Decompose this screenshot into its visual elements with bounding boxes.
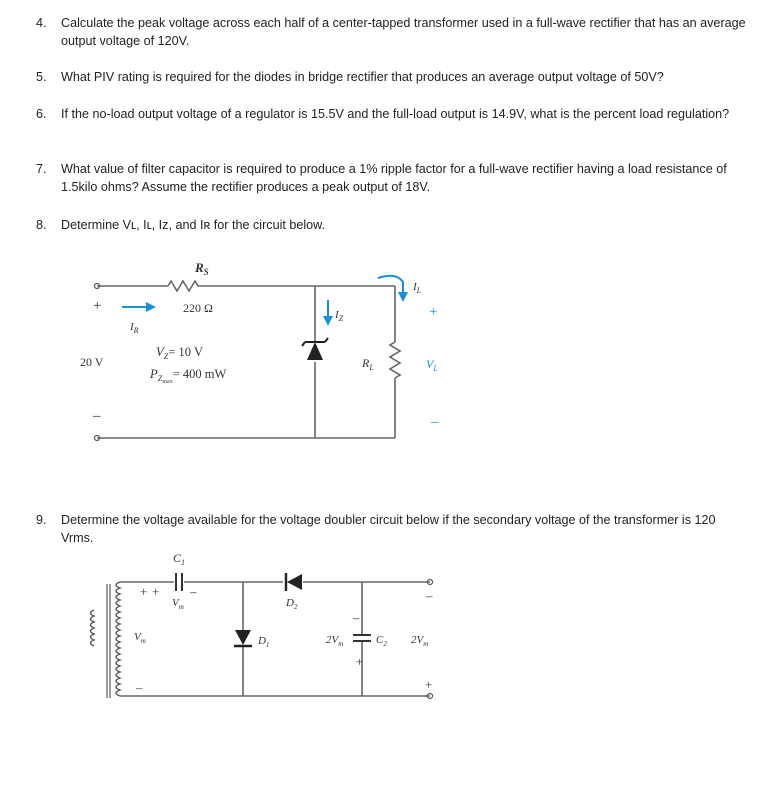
question-text: Calculate the peak voltage across each half of a center-tapped transformer used in a full-wave rectifier that has an average output voltage of 120V. — [61, 16, 746, 48]
c1-plus-1: + — [140, 584, 148, 599]
zener-diode-icon — [302, 338, 328, 360]
out-plus: + — [425, 677, 433, 692]
iz-sub: Z — [338, 314, 344, 323]
svg-text:2Vm — [411, 634, 428, 648]
svg-text:VZ= 10 V — [156, 345, 203, 361]
question-text: What value of filter capacitor is required to produce a 1% ripple factor for a full-wave rectifier having a load resistance of 1.5kilo ohms? Assume the rectifier produces a peak output of 18V. — [61, 162, 727, 194]
ir-sub: R — [133, 326, 139, 335]
svg-text:IZ — [334, 309, 344, 323]
c2-voltage-label: 2V — [326, 634, 339, 646]
rs-sub: S — [203, 267, 209, 277]
source-plus: + — [93, 298, 102, 314]
svg-text:C1 — [173, 551, 185, 567]
iz-label: I — [335, 309, 339, 321]
sec-vm-sub: m — [140, 637, 146, 645]
question-number: 9. — [36, 513, 47, 527]
svg-text:2Vm — [326, 634, 343, 648]
out-voltage-label: 2V — [411, 634, 424, 646]
svg-text:Vm — [172, 597, 184, 611]
il-arrow-icon — [378, 276, 403, 294]
c1-label: C — [173, 551, 182, 565]
il-label: I — [413, 281, 417, 293]
question-8 — [36, 216, 748, 234]
question-number: 4. — [36, 16, 47, 30]
transformer-secondary-coil-icon — [116, 582, 120, 696]
vz-sub: Z — [163, 351, 169, 361]
question-text: If the no-load output voltage of a regulator is 15.5V and the full-load output is 14.9V, what is the percent load regulation? — [61, 107, 730, 121]
question-4 — [36, 14, 748, 50]
capacitor-c2-icon — [353, 635, 371, 641]
svg-text:D2 — [285, 597, 298, 611]
d2-label: D — [286, 597, 294, 609]
il-sub: L — [416, 286, 422, 295]
c1-sub: 1 — [181, 558, 186, 567]
diode-d1-icon — [234, 630, 252, 646]
c1-vm-label: V — [172, 597, 179, 609]
vl-label: V — [426, 357, 434, 371]
source-minus: – — [93, 408, 101, 424]
svg-text:C2 — [376, 634, 387, 648]
pz-label: P — [150, 367, 158, 381]
question-text: Determine Vʟ, Iʟ, Iᴢ, and Iʀ for the circuit below. — [61, 218, 326, 232]
question-text: What PIV rating is required for the diodes in bridge rectifier that produces an average output voltage of 50V? — [61, 70, 664, 84]
svg-text:VL — [426, 357, 438, 373]
sec-minus: – — [136, 680, 143, 695]
rs-value: 220 Ω — [183, 301, 213, 315]
question-6 — [36, 105, 748, 123]
source-voltage-label: 20 V — [80, 355, 104, 369]
c1-plus-2: + — [152, 584, 160, 599]
question-text: Determine the voltage available for the voltage doubler circuit below if the secondary voltage of the transformer is 120 Vrms. — [61, 513, 716, 545]
rl-sub: L — [369, 363, 374, 372]
c1-vm-sub: m — [178, 603, 184, 611]
question-number: 5. — [36, 70, 47, 84]
diode-d2-icon — [286, 573, 302, 591]
c2-plus: + — [356, 654, 364, 669]
zener-regulator-circuit — [60, 250, 480, 460]
out-minus: – — [426, 588, 433, 603]
resistor-rs — [168, 281, 198, 291]
pz-subsub: max — [162, 379, 173, 385]
c2-sub: 2 — [383, 640, 387, 648]
vz-value: = 10 V — [168, 345, 203, 359]
capacitor-c1-icon — [176, 573, 182, 591]
sec-vm-label: V — [134, 631, 141, 643]
vl-sub: L — [433, 364, 438, 373]
svg-text:Vm — [134, 631, 146, 645]
question-7 — [36, 160, 748, 196]
svg-text:D1 — [257, 635, 269, 649]
svg-text:RS — [194, 260, 209, 277]
c1-minus: – — [190, 584, 197, 599]
question-9 — [36, 511, 748, 547]
resistor-rl — [390, 342, 400, 378]
vl-minus: – — [431, 414, 439, 430]
svg-text:RL — [361, 356, 374, 372]
pz-sub: Z — [157, 373, 163, 383]
pz-value: = 400 mW — [172, 367, 227, 381]
out-voltage-sub: m — [423, 640, 429, 648]
c2-voltage-sub: m — [338, 640, 344, 648]
question-5 — [36, 68, 748, 86]
vl-plus: + — [429, 304, 438, 320]
c2-minus: – — [353, 610, 360, 625]
svg-text:IL — [412, 281, 422, 295]
rl-label: R — [362, 356, 370, 370]
ir-label: I — [130, 321, 134, 333]
question-number: 7. — [36, 162, 47, 176]
question-number: 8. — [36, 218, 47, 232]
c2-label: C — [376, 634, 384, 646]
svg-text:PZmax= 400 mW — [149, 367, 226, 385]
d1-label: D — [258, 635, 266, 647]
d2-sub: 2 — [293, 603, 298, 611]
vz-label: V — [156, 345, 164, 359]
question-number: 6. — [36, 107, 47, 121]
transformer-primary-coil-icon — [91, 610, 95, 646]
voltage-doubler-circuit — [80, 548, 460, 708]
svg-text:IR — [129, 321, 139, 335]
d1-sub: 1 — [265, 641, 270, 649]
rs-label: R — [195, 260, 204, 275]
